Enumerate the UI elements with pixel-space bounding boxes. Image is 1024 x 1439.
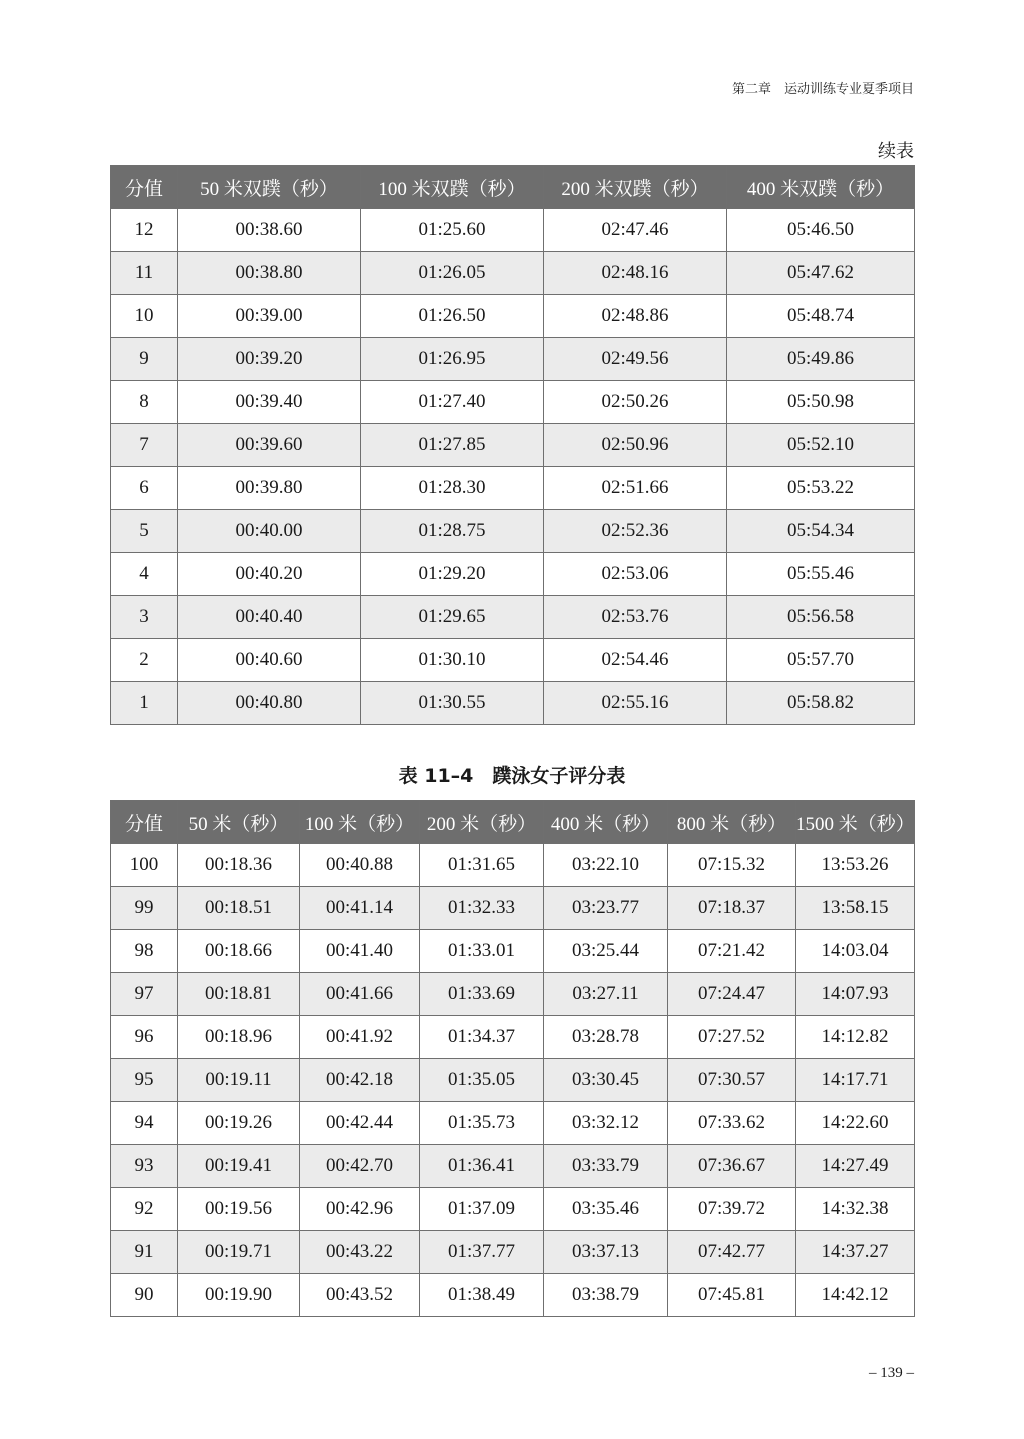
time-cell: 01:31.65 — [420, 844, 544, 887]
table-title: 表 11–4 蹼泳女子评分表 — [398, 765, 626, 787]
table-row — [111, 639, 915, 682]
column-header: 分值 — [111, 166, 178, 209]
time-cell: 00:39.60 — [178, 424, 361, 467]
time-cell: 05:54.34 — [727, 510, 915, 553]
time-cell: 14:42.12 — [796, 1274, 915, 1317]
time-cell: 00:19.90 — [178, 1274, 300, 1317]
time-cell: 00:18.66 — [178, 930, 300, 973]
time-cell: 05:53.22 — [727, 467, 915, 510]
score-cell: 95 — [111, 1059, 178, 1102]
table-row — [111, 887, 915, 930]
score-cell: 3 — [111, 596, 178, 639]
score-cell: 4 — [111, 553, 178, 596]
time-cell: 01:29.65 — [361, 596, 544, 639]
time-cell: 00:38.60 — [178, 209, 361, 252]
score-cell: 7 — [111, 424, 178, 467]
time-cell: 01:28.75 — [361, 510, 544, 553]
time-cell: 00:39.40 — [178, 381, 361, 424]
time-cell: 07:30.57 — [668, 1059, 796, 1102]
time-cell: 14:03.04 — [796, 930, 915, 973]
column-header: 400 米双蹼（秒） — [727, 166, 915, 209]
table-row — [111, 510, 915, 553]
time-cell: 02:53.76 — [544, 596, 727, 639]
time-cell: 00:42.18 — [300, 1059, 420, 1102]
continued-label: 续表 — [878, 141, 914, 161]
column-header: 50 米（秒） — [178, 801, 300, 844]
time-cell: 02:51.66 — [544, 467, 727, 510]
time-cell: 03:33.79 — [544, 1145, 668, 1188]
time-cell: 01:30.55 — [361, 682, 544, 725]
table-row — [111, 682, 915, 725]
time-cell: 01:33.01 — [420, 930, 544, 973]
score-cell: 11 — [111, 252, 178, 295]
time-cell: 07:45.81 — [668, 1274, 796, 1317]
time-cell: 01:27.85 — [361, 424, 544, 467]
column-header: 400 米（秒） — [544, 801, 668, 844]
time-cell: 05:50.98 — [727, 381, 915, 424]
time-cell: 03:30.45 — [544, 1059, 668, 1102]
time-cell: 01:26.05 — [361, 252, 544, 295]
table-row — [111, 1274, 915, 1317]
time-cell: 02:50.96 — [544, 424, 727, 467]
table-row — [111, 1188, 915, 1231]
time-cell: 05:47.62 — [727, 252, 915, 295]
time-cell: 02:55.16 — [544, 682, 727, 725]
time-cell: 00:43.22 — [300, 1231, 420, 1274]
score-cell: 93 — [111, 1145, 178, 1188]
time-cell: 03:38.79 — [544, 1274, 668, 1317]
time-cell: 05:55.46 — [727, 553, 915, 596]
time-cell: 14:27.49 — [796, 1145, 915, 1188]
time-cell: 07:27.52 — [668, 1016, 796, 1059]
time-cell: 14:32.38 — [796, 1188, 915, 1231]
score-cell: 96 — [111, 1016, 178, 1059]
time-cell: 05:52.10 — [727, 424, 915, 467]
score-cell: 10 — [111, 295, 178, 338]
table-row — [111, 252, 915, 295]
time-cell: 05:57.70 — [727, 639, 915, 682]
time-cell: 02:48.86 — [544, 295, 727, 338]
time-cell: 03:28.78 — [544, 1016, 668, 1059]
time-cell: 03:32.12 — [544, 1102, 668, 1145]
time-cell: 01:33.69 — [420, 973, 544, 1016]
time-cell: 02:47.46 — [544, 209, 727, 252]
column-header: 100 米双蹼（秒） — [361, 166, 544, 209]
table-row — [111, 553, 915, 596]
time-cell: 07:21.42 — [668, 930, 796, 973]
table-row — [111, 1102, 915, 1145]
time-cell: 00:39.80 — [178, 467, 361, 510]
time-cell: 00:41.14 — [300, 887, 420, 930]
score-cell: 2 — [111, 639, 178, 682]
column-header: 分值 — [111, 801, 178, 844]
table-row — [111, 973, 915, 1016]
time-cell: 00:42.44 — [300, 1102, 420, 1145]
time-cell: 13:58.15 — [796, 887, 915, 930]
time-cell: 01:37.77 — [420, 1231, 544, 1274]
time-cell: 02:54.46 — [544, 639, 727, 682]
time-cell: 00:41.92 — [300, 1016, 420, 1059]
score-cell: 6 — [111, 467, 178, 510]
time-cell: 01:35.05 — [420, 1059, 544, 1102]
score-cell: 8 — [111, 381, 178, 424]
time-cell: 00:19.11 — [178, 1059, 300, 1102]
time-cell: 02:53.06 — [544, 553, 727, 596]
time-cell: 00:42.70 — [300, 1145, 420, 1188]
time-cell: 14:37.27 — [796, 1231, 915, 1274]
running-header: 第二章 运动训练专业夏季项目 — [731, 81, 914, 96]
time-cell: 01:35.73 — [420, 1102, 544, 1145]
time-cell: 00:19.71 — [178, 1231, 300, 1274]
time-cell: 01:34.37 — [420, 1016, 544, 1059]
table-header-row — [111, 166, 915, 209]
table-row — [111, 295, 915, 338]
table-row — [111, 381, 915, 424]
table-row — [111, 1145, 915, 1188]
time-cell: 00:39.20 — [178, 338, 361, 381]
time-cell: 03:23.77 — [544, 887, 668, 930]
column-header: 100 米（秒） — [300, 801, 420, 844]
time-cell: 01:28.30 — [361, 467, 544, 510]
score-cell: 94 — [111, 1102, 178, 1145]
time-cell: 00:42.96 — [300, 1188, 420, 1231]
table-row — [111, 467, 915, 510]
time-cell: 01:29.20 — [361, 553, 544, 596]
time-cell: 01:25.60 — [361, 209, 544, 252]
time-cell: 05:48.74 — [727, 295, 915, 338]
table-header-row — [111, 801, 915, 844]
time-cell: 14:22.60 — [796, 1102, 915, 1145]
time-cell: 01:26.95 — [361, 338, 544, 381]
score-cell: 5 — [111, 510, 178, 553]
time-cell: 00:40.20 — [178, 553, 361, 596]
time-cell: 13:53.26 — [796, 844, 915, 887]
time-cell: 00:19.56 — [178, 1188, 300, 1231]
column-header: 200 米（秒） — [420, 801, 544, 844]
column-header: 50 米双蹼（秒） — [178, 166, 361, 209]
time-cell: 02:52.36 — [544, 510, 727, 553]
time-cell: 03:25.44 — [544, 930, 668, 973]
time-cell: 01:32.33 — [420, 887, 544, 930]
table-row — [111, 930, 915, 973]
time-cell: 02:49.56 — [544, 338, 727, 381]
time-cell: 03:27.11 — [544, 973, 668, 1016]
score-cell: 91 — [111, 1231, 178, 1274]
time-cell: 14:12.82 — [796, 1016, 915, 1059]
time-cell: 01:38.49 — [420, 1274, 544, 1317]
score-cell: 92 — [111, 1188, 178, 1231]
time-cell: 00:18.96 — [178, 1016, 300, 1059]
table-row — [111, 1059, 915, 1102]
table-row — [111, 209, 915, 252]
time-cell: 00:19.26 — [178, 1102, 300, 1145]
score-cell: 90 — [111, 1274, 178, 1317]
time-cell: 00:41.66 — [300, 973, 420, 1016]
column-header: 800 米（秒） — [668, 801, 796, 844]
time-cell: 01:36.41 — [420, 1145, 544, 1188]
column-header: 1500 米（秒） — [796, 801, 915, 844]
time-cell: 07:24.47 — [668, 973, 796, 1016]
butterfly-double-fin-score-table — [110, 165, 915, 725]
score-cell: 99 — [111, 887, 178, 930]
table-row — [111, 596, 915, 639]
time-cell: 01:27.40 — [361, 381, 544, 424]
table-row — [111, 1231, 915, 1274]
column-header: 200 米双蹼（秒） — [544, 166, 727, 209]
table-row — [111, 424, 915, 467]
time-cell: 00:40.88 — [300, 844, 420, 887]
time-cell: 00:40.00 — [178, 510, 361, 553]
time-cell: 07:15.32 — [668, 844, 796, 887]
score-cell: 98 — [111, 930, 178, 973]
time-cell: 00:18.81 — [178, 973, 300, 1016]
table-row — [111, 1016, 915, 1059]
time-cell: 14:17.71 — [796, 1059, 915, 1102]
time-cell: 03:35.46 — [544, 1188, 668, 1231]
time-cell: 00:41.40 — [300, 930, 420, 973]
time-cell: 00:18.51 — [178, 887, 300, 930]
time-cell: 05:49.86 — [727, 338, 915, 381]
time-cell: 00:43.52 — [300, 1274, 420, 1317]
time-cell: 01:26.50 — [361, 295, 544, 338]
fin-swimming-women-score-table — [110, 800, 915, 1317]
time-cell: 00:40.40 — [178, 596, 361, 639]
score-cell: 9 — [111, 338, 178, 381]
time-cell: 07:36.67 — [668, 1145, 796, 1188]
time-cell: 03:22.10 — [544, 844, 668, 887]
time-cell: 02:50.26 — [544, 381, 727, 424]
time-cell: 00:40.80 — [178, 682, 361, 725]
score-cell: 12 — [111, 209, 178, 252]
time-cell: 03:37.13 — [544, 1231, 668, 1274]
table-row — [111, 338, 915, 381]
score-cell: 97 — [111, 973, 178, 1016]
time-cell: 01:30.10 — [361, 639, 544, 682]
time-cell: 00:38.80 — [178, 252, 361, 295]
time-cell: 05:58.82 — [727, 682, 915, 725]
time-cell: 01:37.09 — [420, 1188, 544, 1231]
time-cell: 05:46.50 — [727, 209, 915, 252]
score-cell: 100 — [111, 844, 178, 887]
time-cell: 00:40.60 — [178, 639, 361, 682]
time-cell: 00:18.36 — [178, 844, 300, 887]
time-cell: 07:18.37 — [668, 887, 796, 930]
time-cell: 07:33.62 — [668, 1102, 796, 1145]
table-row — [111, 844, 915, 887]
time-cell: 02:48.16 — [544, 252, 727, 295]
time-cell: 07:42.77 — [668, 1231, 796, 1274]
time-cell: 05:56.58 — [727, 596, 915, 639]
time-cell: 14:07.93 — [796, 973, 915, 1016]
page-number: – 139 – — [869, 1365, 914, 1381]
score-cell: 1 — [111, 682, 178, 725]
time-cell: 00:19.41 — [178, 1145, 300, 1188]
time-cell: 00:39.00 — [178, 295, 361, 338]
time-cell: 07:39.72 — [668, 1188, 796, 1231]
